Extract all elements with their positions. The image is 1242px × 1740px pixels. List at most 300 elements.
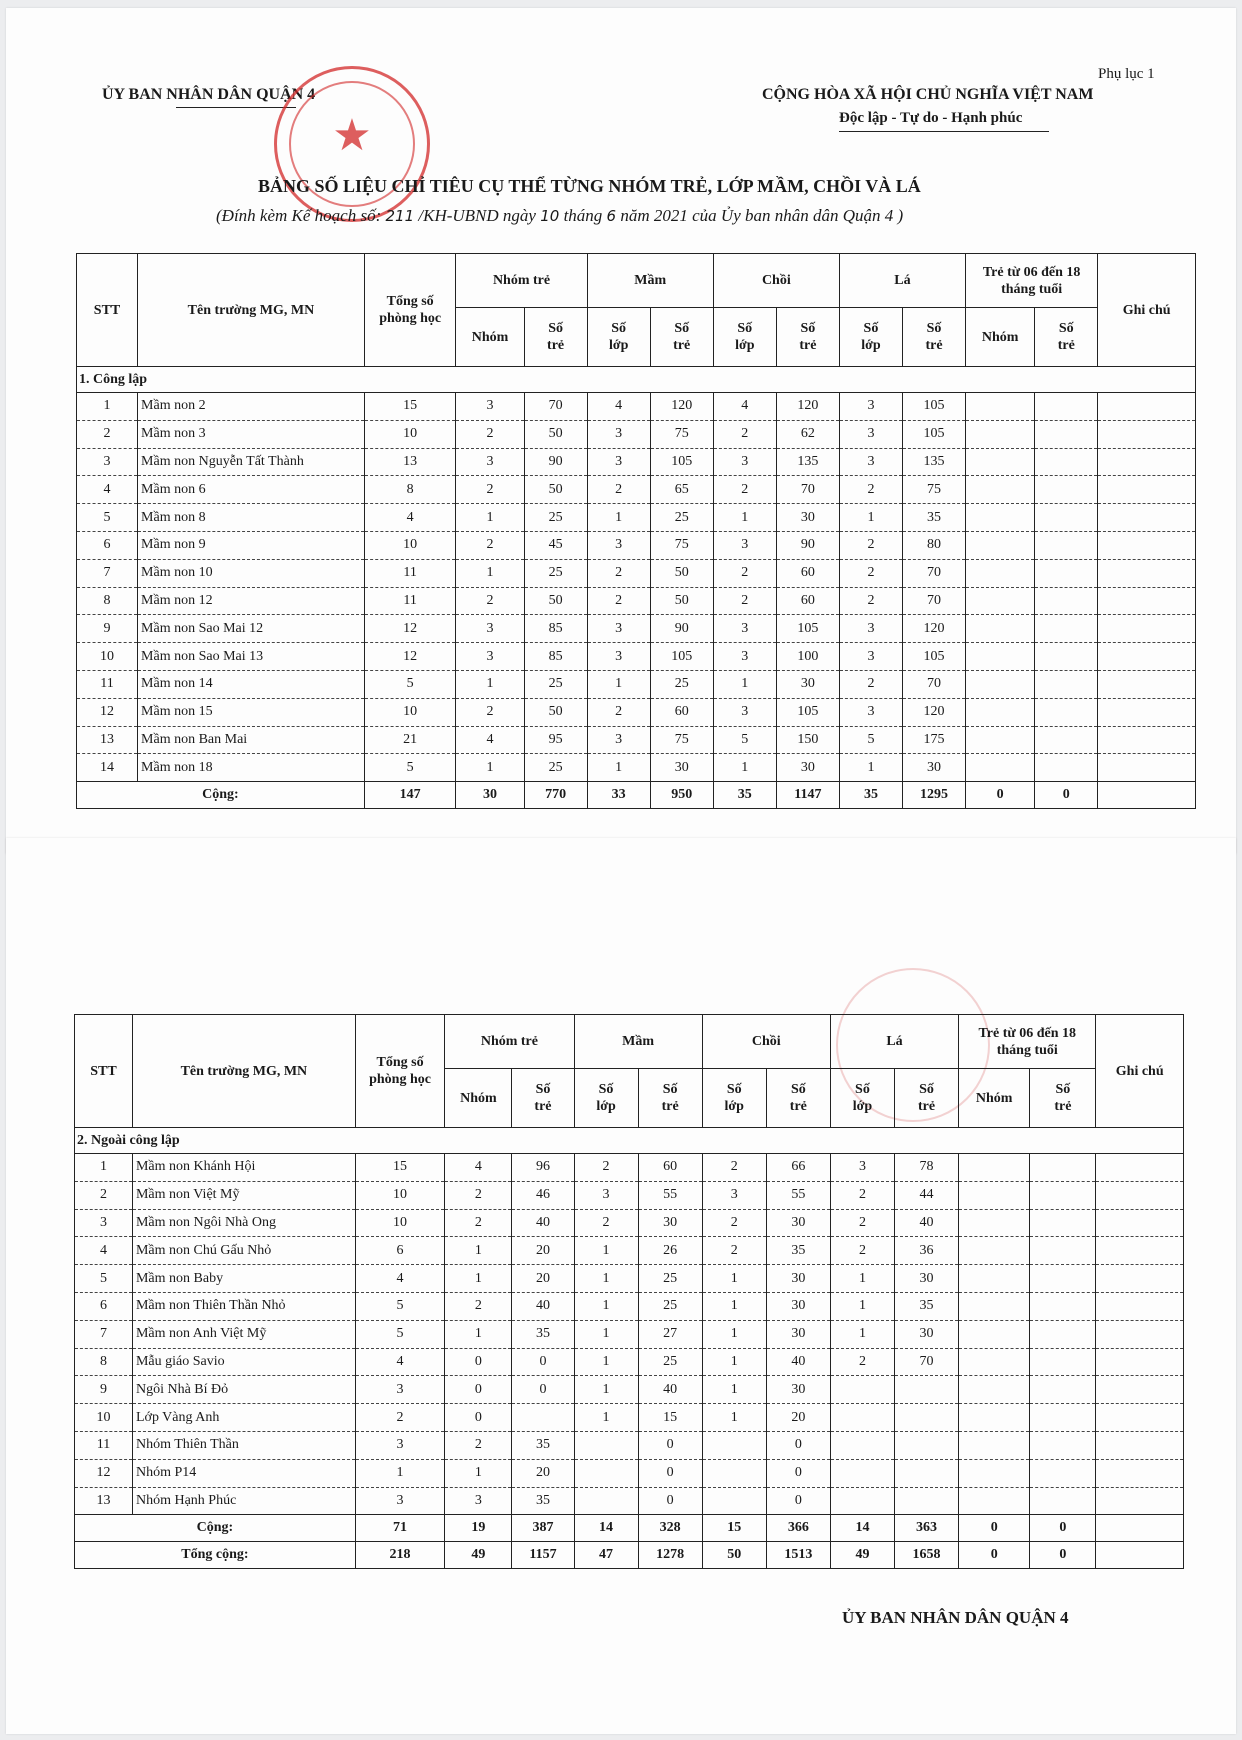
table-cell: 3 xyxy=(587,448,650,476)
table-cell: 5 xyxy=(364,754,456,782)
table-cell xyxy=(1098,643,1196,671)
row-index: 4 xyxy=(75,1237,133,1265)
header-stt: STT xyxy=(77,254,138,367)
table-cell: 0 xyxy=(445,1348,512,1376)
table-cell: 2 xyxy=(830,1181,894,1209)
table-cell: 120 xyxy=(650,393,713,421)
school-name: Mầm non 14 xyxy=(138,670,365,698)
table-cell: 1 xyxy=(574,1404,638,1432)
table-cell: 1 xyxy=(839,754,902,782)
table-cell: 55 xyxy=(766,1181,830,1209)
table-cell xyxy=(1096,1431,1184,1459)
plan-month: 6 xyxy=(606,207,617,225)
table-cell xyxy=(1030,1154,1096,1182)
table-cell: 0 xyxy=(445,1376,512,1404)
table-cell: 25 xyxy=(524,559,587,587)
table-cell: 65 xyxy=(650,476,713,504)
header-school: Tên trường MG, MN xyxy=(138,254,365,367)
table-cell xyxy=(1098,615,1196,643)
table-cell: 1 xyxy=(445,1320,512,1348)
table-cell: 3 xyxy=(355,1431,445,1459)
table-cell: 3 xyxy=(355,1487,445,1515)
table-cell: 3 xyxy=(839,420,902,448)
school-name: Mầm non Nguyễn Tất Thành xyxy=(138,448,365,476)
table-cell: 30 xyxy=(766,1209,830,1237)
table-cell: 2 xyxy=(702,1154,766,1182)
total-cell: 14 xyxy=(574,1515,638,1542)
table-cell: 30 xyxy=(766,1265,830,1293)
subheader-nhom: Nhóm xyxy=(959,1069,1030,1128)
row-index: 6 xyxy=(77,531,138,559)
table-cell: 3 xyxy=(839,698,902,726)
header-mam: Mầm xyxy=(574,1015,702,1069)
table-cell xyxy=(1096,1154,1184,1182)
row-index: 8 xyxy=(77,587,138,615)
total-cell: 0 xyxy=(1030,1515,1096,1542)
row-index: 13 xyxy=(77,726,138,754)
appendix-label: Phụ lục 1 xyxy=(1098,66,1155,82)
table-cell xyxy=(830,1376,894,1404)
table-cell: 0 xyxy=(638,1431,702,1459)
table-cell: 3 xyxy=(456,643,524,671)
table-cell: 3 xyxy=(355,1376,445,1404)
table-cell xyxy=(959,1459,1030,1487)
table-cell: 1 xyxy=(830,1265,894,1293)
table-cell xyxy=(1098,559,1196,587)
table-cell: 70 xyxy=(902,587,965,615)
table-cell xyxy=(574,1487,638,1515)
table-cell: 70 xyxy=(902,559,965,587)
row-index: 3 xyxy=(77,448,138,476)
table-cell: 1 xyxy=(574,1292,638,1320)
table-cell: 4 xyxy=(355,1265,445,1293)
table-cell: 35 xyxy=(895,1292,959,1320)
table-cell: 10 xyxy=(355,1209,445,1237)
table-row xyxy=(77,670,1196,698)
table-cell xyxy=(1035,698,1098,726)
total-cell: 15 xyxy=(702,1515,766,1542)
section-label: 1. Công lập xyxy=(77,367,1196,393)
table-cell: 95 xyxy=(524,726,587,754)
table-cell: 1 xyxy=(702,1320,766,1348)
row-index: 5 xyxy=(77,504,138,532)
table-cell: 2 xyxy=(702,1209,766,1237)
table-row xyxy=(75,1181,1184,1209)
table-cell xyxy=(1035,643,1098,671)
header-choi: Chồi xyxy=(713,254,839,308)
table-row xyxy=(77,615,1196,643)
table-cell: 0 xyxy=(766,1431,830,1459)
table-cell xyxy=(830,1459,894,1487)
table-cell: 25 xyxy=(650,670,713,698)
table-cell: 12 xyxy=(364,615,456,643)
table-cell xyxy=(1098,531,1196,559)
table-row xyxy=(75,1320,1184,1348)
table-cell: 3 xyxy=(456,615,524,643)
table-cell: 15 xyxy=(638,1404,702,1432)
table-cell: 2 xyxy=(574,1209,638,1237)
table-cell xyxy=(574,1431,638,1459)
table-cell xyxy=(966,643,1035,671)
table-cell xyxy=(1030,1487,1096,1515)
table-cell xyxy=(1035,670,1098,698)
table-cell xyxy=(959,1376,1030,1404)
document-subtitle xyxy=(216,206,903,226)
table-cell xyxy=(1098,504,1196,532)
total-cell: 0 xyxy=(959,1515,1030,1542)
school-name: Mầm non Ban Mai xyxy=(138,726,365,754)
table-cell: 0 xyxy=(512,1376,574,1404)
total-cell: 0 xyxy=(1035,782,1098,809)
table-cell: 105 xyxy=(776,698,839,726)
table-cell: 1 xyxy=(839,504,902,532)
table-row xyxy=(77,393,1196,421)
table-cell xyxy=(959,1348,1030,1376)
table-cell xyxy=(1098,476,1196,504)
table-cell: 105 xyxy=(650,643,713,671)
plan-day: 10 xyxy=(540,207,560,225)
table-cell xyxy=(959,1181,1030,1209)
table-cell: 2 xyxy=(456,476,524,504)
table-cell xyxy=(702,1431,766,1459)
table-row xyxy=(77,754,1196,782)
grand-total-row-label: Tổng cộng: xyxy=(75,1542,356,1569)
table-cell xyxy=(830,1487,894,1515)
row-index: 1 xyxy=(75,1154,133,1182)
school-name: Mầm non Baby xyxy=(132,1265,355,1293)
table-cell: 2 xyxy=(445,1181,512,1209)
table-cell xyxy=(1030,1181,1096,1209)
table-cell: 3 xyxy=(445,1487,512,1515)
table-cell xyxy=(966,726,1035,754)
table-cell: 4 xyxy=(364,504,456,532)
table-cell: 5 xyxy=(355,1320,445,1348)
table-cell: 1 xyxy=(445,1237,512,1265)
subheader-so-tre: Số trẻ xyxy=(524,308,587,367)
table-cell: 62 xyxy=(776,420,839,448)
table-cell xyxy=(1035,393,1098,421)
republic-heading: CỘNG HÒA XÃ HỘI CHỦ NGHĨA VIỆT NAM xyxy=(762,86,1094,103)
table-cell: 2 xyxy=(830,1348,894,1376)
table-cell xyxy=(512,1404,574,1432)
table-cell: 85 xyxy=(524,615,587,643)
row-index: 10 xyxy=(77,643,138,671)
table-cell: 25 xyxy=(524,504,587,532)
table-cell: 1 xyxy=(587,754,650,782)
table-cell: 25 xyxy=(524,754,587,782)
table-cell: 3 xyxy=(713,448,776,476)
table-cell xyxy=(1096,1404,1184,1432)
table-cell: 2 xyxy=(830,1237,894,1265)
subheader-so-tre: Số trẻ xyxy=(638,1069,702,1128)
table-cell xyxy=(830,1404,894,1432)
table-cell xyxy=(966,587,1035,615)
subheader-nhom: Nhóm xyxy=(445,1069,512,1128)
table-cell: 2 xyxy=(839,531,902,559)
total-cell: 35 xyxy=(713,782,776,809)
table-cell: 50 xyxy=(524,420,587,448)
table-cell: 35 xyxy=(512,1487,574,1515)
subheader-so-tre: Số trẻ xyxy=(766,1069,830,1128)
table-row xyxy=(77,559,1196,587)
header-infant: Trẻ từ 06 đến 18 tháng tuổi xyxy=(959,1015,1096,1069)
table-cell: 2 xyxy=(445,1209,512,1237)
table-cell: 2 xyxy=(456,420,524,448)
table-cell xyxy=(1035,448,1098,476)
seal-star-icon: ★ xyxy=(332,110,372,161)
table-cell: 13 xyxy=(364,448,456,476)
table-cell: 105 xyxy=(650,448,713,476)
table-cell: 15 xyxy=(355,1154,445,1182)
row-index: 6 xyxy=(75,1292,133,1320)
table-cell: 0 xyxy=(638,1459,702,1487)
table-cell: 50 xyxy=(524,587,587,615)
total-cell: 1513 xyxy=(766,1542,830,1569)
table-cell xyxy=(1096,1487,1184,1515)
table-cell: 1 xyxy=(702,1404,766,1432)
row-index: 2 xyxy=(77,420,138,448)
table-cell: 20 xyxy=(512,1237,574,1265)
table-cell: 25 xyxy=(638,1348,702,1376)
table-cell xyxy=(1098,420,1196,448)
table-cell: 1 xyxy=(456,754,524,782)
table-cell: 5 xyxy=(713,726,776,754)
table-cell: 30 xyxy=(895,1265,959,1293)
table-cell: 90 xyxy=(650,615,713,643)
subtitle-suffix: năm 2021 của Ủy ban nhân dân Quận 4 ) xyxy=(620,206,904,225)
table-cell xyxy=(1096,1376,1184,1404)
table-cell xyxy=(959,1154,1030,1182)
table-cell: 20 xyxy=(512,1459,574,1487)
total-cell: 47 xyxy=(574,1542,638,1569)
subheader-nhom: Nhóm xyxy=(966,308,1035,367)
table-cell: 50 xyxy=(524,476,587,504)
table-cell: 1 xyxy=(456,559,524,587)
table-cell: 45 xyxy=(524,531,587,559)
header-la: Lá xyxy=(830,1015,958,1069)
total-cell: 49 xyxy=(830,1542,894,1569)
total-cell: 387 xyxy=(512,1515,574,1542)
total-cell xyxy=(1096,1515,1184,1542)
table-cell: 1 xyxy=(702,1348,766,1376)
table-cell xyxy=(1096,1265,1184,1293)
table-cell: 10 xyxy=(364,698,456,726)
table-cell: 1 xyxy=(713,754,776,782)
row-index: 2 xyxy=(75,1181,133,1209)
table-cell: 2 xyxy=(702,1237,766,1265)
row-index: 1 xyxy=(77,393,138,421)
table-cell: 10 xyxy=(364,531,456,559)
table-cell: 120 xyxy=(776,393,839,421)
total-cell xyxy=(1098,782,1196,809)
table-cell: 6 xyxy=(355,1237,445,1265)
table-cell: 2 xyxy=(587,476,650,504)
header-note: Ghi chú xyxy=(1096,1015,1184,1128)
table-cell: 1 xyxy=(713,504,776,532)
row-index: 7 xyxy=(77,559,138,587)
table-cell xyxy=(1030,1320,1096,1348)
table-cell: 30 xyxy=(650,754,713,782)
subheader-so-tre: Số trẻ xyxy=(650,308,713,367)
table-cell: 40 xyxy=(766,1348,830,1376)
school-name: Ngôi Nhà Bí Đỏ xyxy=(132,1376,355,1404)
table-cell: 8 xyxy=(364,476,456,504)
table-cell xyxy=(1035,754,1098,782)
row-index: 12 xyxy=(75,1459,133,1487)
table-cell: 75 xyxy=(902,476,965,504)
table-cell: 5 xyxy=(839,726,902,754)
table-cell xyxy=(1030,1265,1096,1293)
public-schools-table xyxy=(76,253,1196,809)
total-cell: 147 xyxy=(364,782,456,809)
table-cell xyxy=(1098,698,1196,726)
school-name: Mầm non Sao Mai 12 xyxy=(138,615,365,643)
total-cell: 950 xyxy=(650,782,713,809)
table-cell xyxy=(895,1431,959,1459)
table-cell: 3 xyxy=(713,643,776,671)
table-cell: 0 xyxy=(638,1487,702,1515)
subheader-so-lop: Số lớp xyxy=(839,308,902,367)
table-cell: 1 xyxy=(574,1237,638,1265)
subheader-so-tre: Số trẻ xyxy=(1030,1069,1096,1128)
table-cell: 1 xyxy=(702,1265,766,1293)
table-cell xyxy=(1035,420,1098,448)
table-cell: 40 xyxy=(638,1376,702,1404)
header-choi: Chồi xyxy=(702,1015,830,1069)
table-cell: 30 xyxy=(766,1376,830,1404)
school-name: Mầm non 3 xyxy=(138,420,365,448)
table-cell: 2 xyxy=(355,1404,445,1432)
subheader-so-lop: Số lớp xyxy=(702,1069,766,1128)
table-cell: 175 xyxy=(902,726,965,754)
table-cell: 1 xyxy=(830,1320,894,1348)
table-row xyxy=(75,1265,1184,1293)
table-cell xyxy=(1035,587,1098,615)
row-index: 13 xyxy=(75,1487,133,1515)
table-cell: 105 xyxy=(902,420,965,448)
table-cell: 66 xyxy=(766,1154,830,1182)
table-row xyxy=(75,1431,1184,1459)
table-cell: 1 xyxy=(713,670,776,698)
table-cell: 0 xyxy=(445,1404,512,1432)
table-cell xyxy=(1096,1292,1184,1320)
subheader-nhom: Nhóm xyxy=(456,308,524,367)
header-infant: Trẻ từ 06 đến 18 tháng tuổi xyxy=(966,254,1098,308)
table-cell: 30 xyxy=(776,504,839,532)
table-cell: 40 xyxy=(512,1209,574,1237)
header-mam: Mầm xyxy=(587,254,713,308)
table-cell xyxy=(1030,1292,1096,1320)
table-cell: 3 xyxy=(830,1154,894,1182)
table-cell: 3 xyxy=(587,420,650,448)
table-cell: 1 xyxy=(702,1292,766,1320)
table-cell: 2 xyxy=(839,559,902,587)
table-cell xyxy=(959,1487,1030,1515)
table-cell xyxy=(1030,1348,1096,1376)
table-row xyxy=(75,1292,1184,1320)
school-name: Mẫu giáo Savio xyxy=(132,1348,355,1376)
subtotal-row-label: Cộng: xyxy=(75,1515,356,1542)
table-row xyxy=(77,420,1196,448)
total-cell: 35 xyxy=(839,782,902,809)
table-cell xyxy=(1098,393,1196,421)
table-cell: 85 xyxy=(524,643,587,671)
table-cell xyxy=(959,1404,1030,1432)
table-cell: 5 xyxy=(364,670,456,698)
table-row xyxy=(75,1348,1184,1376)
total-cell: 71 xyxy=(355,1515,445,1542)
table-cell xyxy=(895,1487,959,1515)
table-cell xyxy=(1096,1320,1184,1348)
table-cell: 30 xyxy=(766,1292,830,1320)
table-cell: 78 xyxy=(895,1154,959,1182)
total-cell: 14 xyxy=(830,1515,894,1542)
total-cell: 1157 xyxy=(512,1542,574,1569)
row-index: 5 xyxy=(75,1265,133,1293)
header-school: Tên trường MG, MN xyxy=(132,1015,355,1128)
table-cell xyxy=(959,1431,1030,1459)
table-cell: 3 xyxy=(587,615,650,643)
subheader-so-tre: Số trẻ xyxy=(512,1069,574,1128)
table-cell: 105 xyxy=(902,393,965,421)
table-cell: 2 xyxy=(456,587,524,615)
table-row xyxy=(77,587,1196,615)
table-cell xyxy=(895,1404,959,1432)
table-row xyxy=(77,643,1196,671)
table-cell xyxy=(895,1459,959,1487)
row-index: 12 xyxy=(77,698,138,726)
document-page-2 xyxy=(6,838,1236,1734)
table-cell: 105 xyxy=(776,615,839,643)
school-name: Mầm non Sao Mai 13 xyxy=(138,643,365,671)
table-cell: 4 xyxy=(355,1348,445,1376)
table-cell: 75 xyxy=(650,726,713,754)
plan-number: 211 xyxy=(385,207,415,225)
table-cell: 120 xyxy=(902,615,965,643)
total-cell: 0 xyxy=(1030,1542,1096,1569)
table-cell: 0 xyxy=(766,1487,830,1515)
row-index: 9 xyxy=(77,615,138,643)
header-nhom-tre: Nhóm trẻ xyxy=(445,1015,574,1069)
school-name: Nhóm P14 xyxy=(132,1459,355,1487)
table-cell: 4 xyxy=(713,393,776,421)
table-cell: 60 xyxy=(776,559,839,587)
table-cell: 4 xyxy=(445,1154,512,1182)
table-cell: 60 xyxy=(638,1154,702,1182)
table-cell xyxy=(1035,615,1098,643)
table-cell: 135 xyxy=(776,448,839,476)
table-cell: 20 xyxy=(766,1404,830,1432)
table-cell: 1 xyxy=(574,1320,638,1348)
table-row xyxy=(77,448,1196,476)
table-cell: 2 xyxy=(713,587,776,615)
table-cell: 3 xyxy=(713,615,776,643)
table-cell: 2 xyxy=(839,587,902,615)
table-cell: 27 xyxy=(638,1320,702,1348)
header-la: Lá xyxy=(839,254,965,308)
table-cell xyxy=(966,504,1035,532)
table-cell: 3 xyxy=(574,1181,638,1209)
table-cell xyxy=(966,420,1035,448)
table-cell: 3 xyxy=(456,393,524,421)
table-cell: 105 xyxy=(902,643,965,671)
table-cell: 20 xyxy=(512,1265,574,1293)
total-cell: 366 xyxy=(766,1515,830,1542)
table-cell xyxy=(966,615,1035,643)
table-cell: 12 xyxy=(364,643,456,671)
total-cell: 0 xyxy=(959,1542,1030,1569)
issuer-heading: ỦY BAN NHÂN DÂN QUẬN 4 xyxy=(102,86,316,103)
